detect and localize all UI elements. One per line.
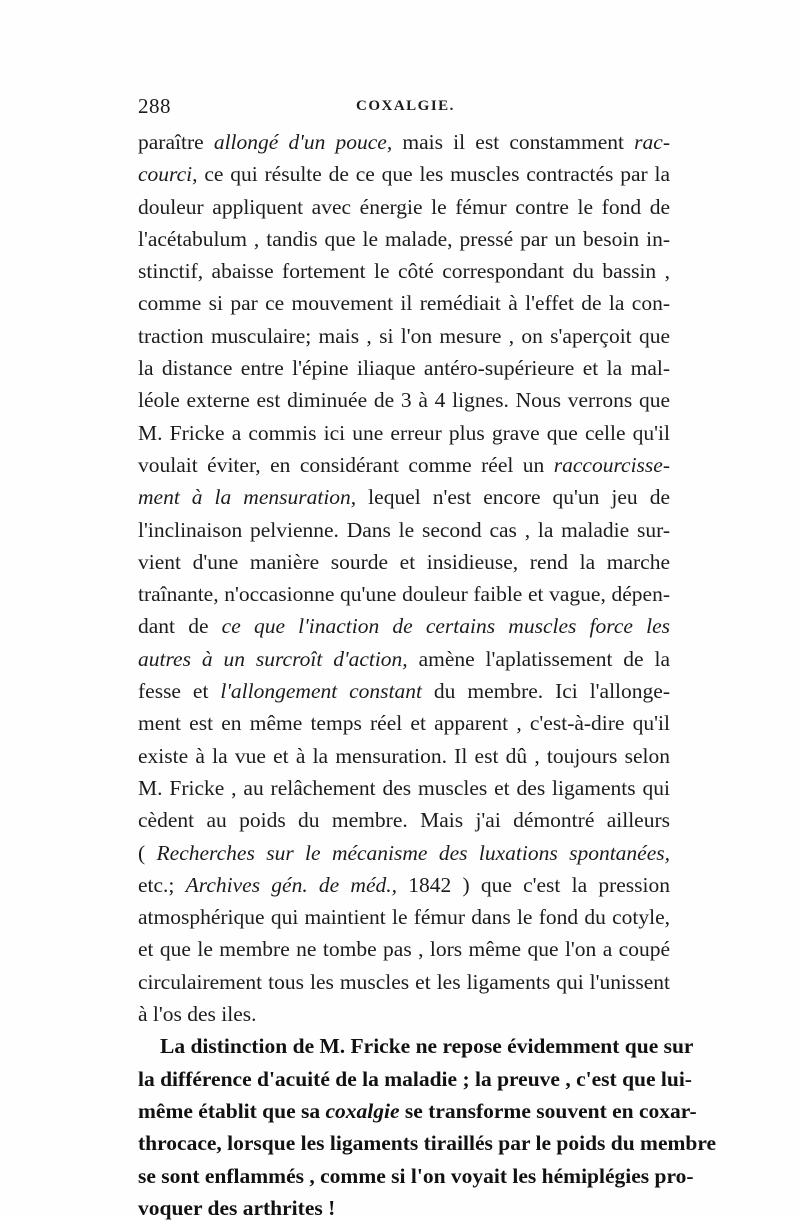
text-run: traction musculaire; mais , si l'on mesure , on s'aperçoit que [138, 323, 670, 348]
italic-text: rac- [634, 130, 670, 154]
text-line [138, 1192, 670, 1224]
text-run: vient d'une manière sourde et insidieuse, rend la marche [138, 549, 670, 574]
text-run: douleur appliquent avec énergie le fémur contre le fond de [138, 194, 670, 219]
text-run: M. Fricke , au relâchement des muscles et des ligaments qui [138, 775, 670, 800]
text-line [138, 1063, 692, 1095]
text-line [138, 707, 670, 739]
text-run: ( [138, 840, 157, 865]
text-line [138, 546, 670, 578]
text-run: 1842 ) que c'est la pression [397, 872, 670, 897]
text-line [138, 966, 670, 998]
italic-text: ment à la mensuration, [138, 485, 357, 510]
text-line [138, 514, 670, 546]
text-run: la distance entre l'épine iliaque antéro-supérieure et la mal- [138, 356, 670, 381]
text-run: atmosphérique qui maintient le fémur dans le fond du cotyle, [138, 905, 670, 930]
text-run: cèdent au poids du membre. Mais j'ai démontré ailleurs [138, 808, 670, 833]
italic-text: courci, [138, 162, 198, 187]
italic-text: Recherches sur le mécanisme des luxations spontanées, [156, 840, 670, 865]
text-run: existe à la vue et à la mensuration. Il est dû , toujours selon [138, 743, 670, 768]
text-run: fesse et [138, 679, 221, 704]
text-run: la différence d'acuité de la maladie ; la preuve , c'est que lui- [138, 1066, 692, 1091]
text-run: ce qui résulte de ce que les muscles contractés par la [197, 162, 670, 187]
text-line [138, 933, 670, 965]
text-line [138, 772, 670, 804]
text-line [138, 740, 670, 772]
text-line [138, 1095, 697, 1127]
italic-text: allongé d'un pouce, [213, 130, 393, 154]
text-run: du membre. Ici l'allonge- [422, 679, 670, 704]
text-run: comme si par ce mouvement il remédiait à l'effet de la con- [138, 291, 670, 316]
text-run: voquer des arthrites ! [138, 1195, 336, 1220]
text-line [138, 287, 670, 319]
text-line [138, 837, 670, 869]
text-line [138, 675, 670, 707]
text-line [138, 578, 670, 610]
text-run: La distinction de M. Fricke ne repose évidemment que sur [160, 1034, 694, 1059]
italic-text: autres à un surcroît d'action, [138, 646, 408, 671]
text-line [138, 255, 670, 287]
text-run: etc.; [138, 872, 186, 897]
body-text [138, 126, 717, 1224]
text-line [138, 384, 670, 416]
text-run: mais il est constamment [392, 130, 635, 154]
text-line [138, 869, 670, 901]
text-run: throcace, lorsque les ligaments tiraillés par le poids du membre [138, 1131, 717, 1156]
text-run: l'inclinaison pelvienne. Dans le second cas , la maladie sur- [138, 517, 670, 542]
paragraph [138, 126, 670, 1030]
text-line [138, 191, 670, 223]
text-line [138, 449, 670, 481]
text-run: se sont enflammés , comme si l'on voyait les hémiplégies pro- [138, 1163, 694, 1188]
italic-text: ce que l'inaction de certains muscles force les [221, 614, 670, 639]
text-line [138, 417, 670, 449]
text-run: paraître [138, 130, 214, 154]
text-line [138, 643, 670, 675]
text-run: voulait éviter, en considérant comme réel un [138, 452, 554, 477]
italic-text: Archives gén. de méd., [185, 872, 397, 897]
text-run: dant de [138, 614, 222, 639]
text-run: stinctif, abaisse fortement le côté correspondant du bassin , [138, 259, 670, 284]
running-title: COXALGIE. [356, 98, 455, 114]
text-line [138, 352, 670, 384]
text-run: ment est en même temps réel et apparent , c'est-à-dire qu'il [138, 711, 670, 736]
text-line [138, 998, 670, 1030]
text-run: même établit que sa [138, 1098, 326, 1123]
page-number: 288 [138, 94, 171, 118]
text-run: amène l'aplatissement de la [407, 646, 670, 671]
text-run: M. Fricke a commis ici une erreur plus grave que celle qu'il [138, 420, 670, 445]
text-run: se transforme souvent en coxar- [399, 1098, 697, 1123]
text-run: traînante, n'occasionne qu'une douleur faible et vague, dépen- [138, 582, 670, 607]
text-line [138, 481, 670, 513]
text-line [138, 1160, 694, 1192]
text-line [138, 610, 670, 642]
text-run: circulairement tous les muscles et les ligaments qui l'unissent [138, 969, 670, 994]
page-header [138, 94, 670, 124]
italic-text: raccourcisse- [553, 452, 670, 477]
text-line [138, 158, 670, 190]
text-line [138, 1030, 694, 1062]
text-line [138, 901, 670, 933]
text-line [138, 320, 670, 352]
text-run: lequel n'est encore qu'un jeu de [356, 485, 670, 510]
text-run: léole externe est diminuée de 3 à 4 lignes. Nous verrons que [138, 388, 670, 413]
text-line [138, 223, 670, 255]
text-run: l'acétabulum , tandis que le malade, pressé par un besoin in- [138, 226, 670, 251]
paragraph [138, 1030, 717, 1224]
text-line [138, 804, 670, 836]
italic-text: coxalgie [325, 1098, 400, 1123]
text-line [138, 1127, 717, 1159]
text-line [138, 126, 670, 158]
italic-text: l'allongement constant [220, 679, 422, 704]
text-run: à l'os des iles. [138, 1002, 257, 1027]
text-run: et que le membre ne tombe pas , lors même que l'on a coupé [138, 937, 670, 962]
